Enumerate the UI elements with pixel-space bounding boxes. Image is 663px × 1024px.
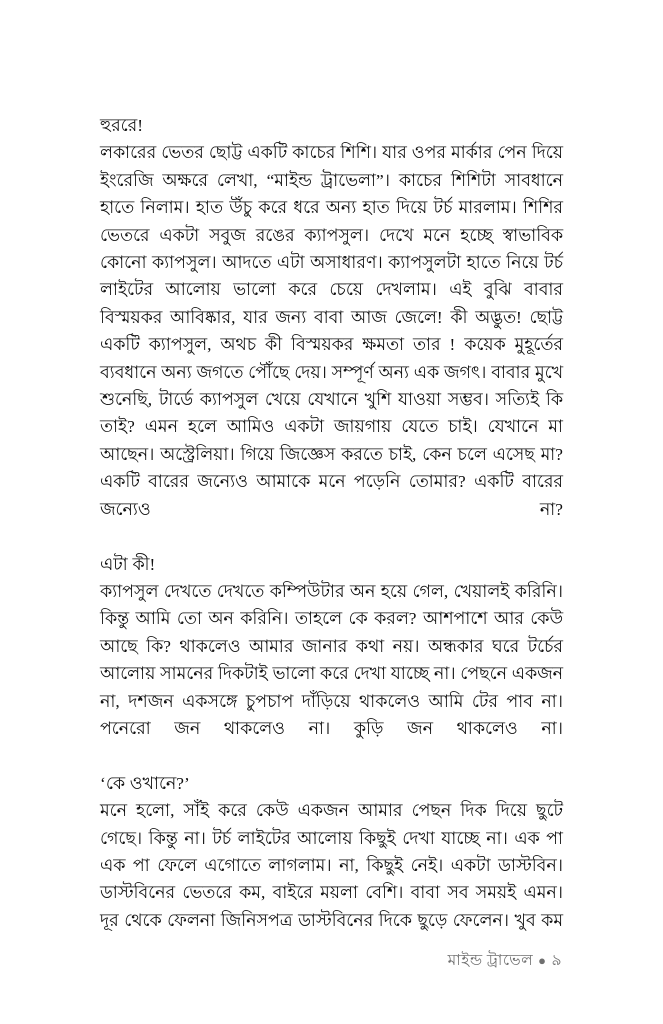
footer-book-title: মাইন্ড ট্রাভেল (447, 951, 534, 969)
paragraph-who-is-there: ‘কে ওখানে?’ (100, 773, 190, 793)
paragraph-exclamation-hurray: হুররে! (100, 116, 144, 135)
page-footer (222, 951, 562, 971)
paragraph-what-is-this: এটা কী! (100, 554, 156, 574)
page-text-block (100, 112, 563, 962)
paragraph-computer-turned-on: ক্যাপসুল দেখতে দেখতে কম্পিউটার অন হয়ে গেল, খেয়ালই করিনি। কিন্তু আমি তো অন করিনি। তাহলে কে করল? আশপাশে আর কেউ আছে কি? থাকলেও আমার জানার কথা নয়। অন্ধকার ঘরে টর্চের আলোয় সামনের দিকটাই ভালো করে দেখা যাচ্ছে না। পেছনে একজন না, দশজন একসঙ্গে চুপচাপ দাঁড়িয়ে থাকলেও আমি টের পাব না। পনেরো জন থাকলেও না। কুড়ি জন থাকলেও না। (100, 581, 564, 738)
footer-page-number: ৯ (551, 951, 562, 969)
paragraph-dustbin: মনে হলো, সাঁই করে কেউ একজন আমার পেছন দিক দিয়ে ছুটে গেছে। কিন্তু না। টর্চ লাইটের আলোয় কিছুই দেখা যাচ্ছে না। এক পা এক পা ফেলে এগোতে লাগলাম। না, কিছুই নেই। একটা ডাস্টবিন। ডাস্টবিনের ভেতরে কম, বাইরে ময়লা বেশি। বাবা সব সময়ই এমন। দূর থেকে ফেলনা জিনিসপত্র ডাস্টবিনের দিকে ছুড়ে ফেলেন। খুব কম (100, 801, 563, 930)
footer-separator-dot: ● (538, 953, 547, 968)
paragraph-locker-discovery: লকারের ভেতর ছোট্ট একটি কাচের শিশি। যার ওপর মার্কার পেন দিয়ে ইংরেজি অক্ষরে লেখা, “মাইন্ড ট্রাভেলা”। কাচের শিশিটা সাবধানে হাতে নিলাম। হাত উঁচু করে ধরে অন্য হাত দিয়ে টর্চ মারলাম। শিশির ভেতরে একটা সবুজ রঙের ক্যাপসুল। দেখে মনে হচ্ছে স্বাভাবিক কোনো ক্যাপসুল। আদতে এটা অসাধারণ। ক্যাপসুলটা হাতে নিয়ে টর্চ লাইটের আলোয় ভালো করে চেয়ে দেখলাম। এই বুঝি বাবার বিস্ময়কর আবিষ্কার, যার জন্য বাবা আজ জেলে! কী অদ্ভুত! ছোট্ট একটি ক্যাপসুল, অথচ কী বিস্ময়কর ক্ষমতা তার ! কয়েক মুহূর্তের ব্যবধানে অন্য জগতে পৌঁছে দেয়। সম্পূর্ণ অন্য এক জগৎ। বাবার মুখে শুনেছি, টার্ডে ক্যাপসুল খেয়ে যেখানে খুশি যাওয়া সম্ভব। সত্যিই কি তাই? এমন হলে আমিও একটা জায়গায় যেতে চাই। যেখানে মা আছেন। অস্ট্রেলিয়া। গিয়ে জিজ্ঞেস করতে চাই, কেন চলে এসেছ মা? একটি বারের জন্যেও আমাকে মনে পড়েনি তোমার? একটি বারের জন্যেও না? (100, 143, 563, 519)
